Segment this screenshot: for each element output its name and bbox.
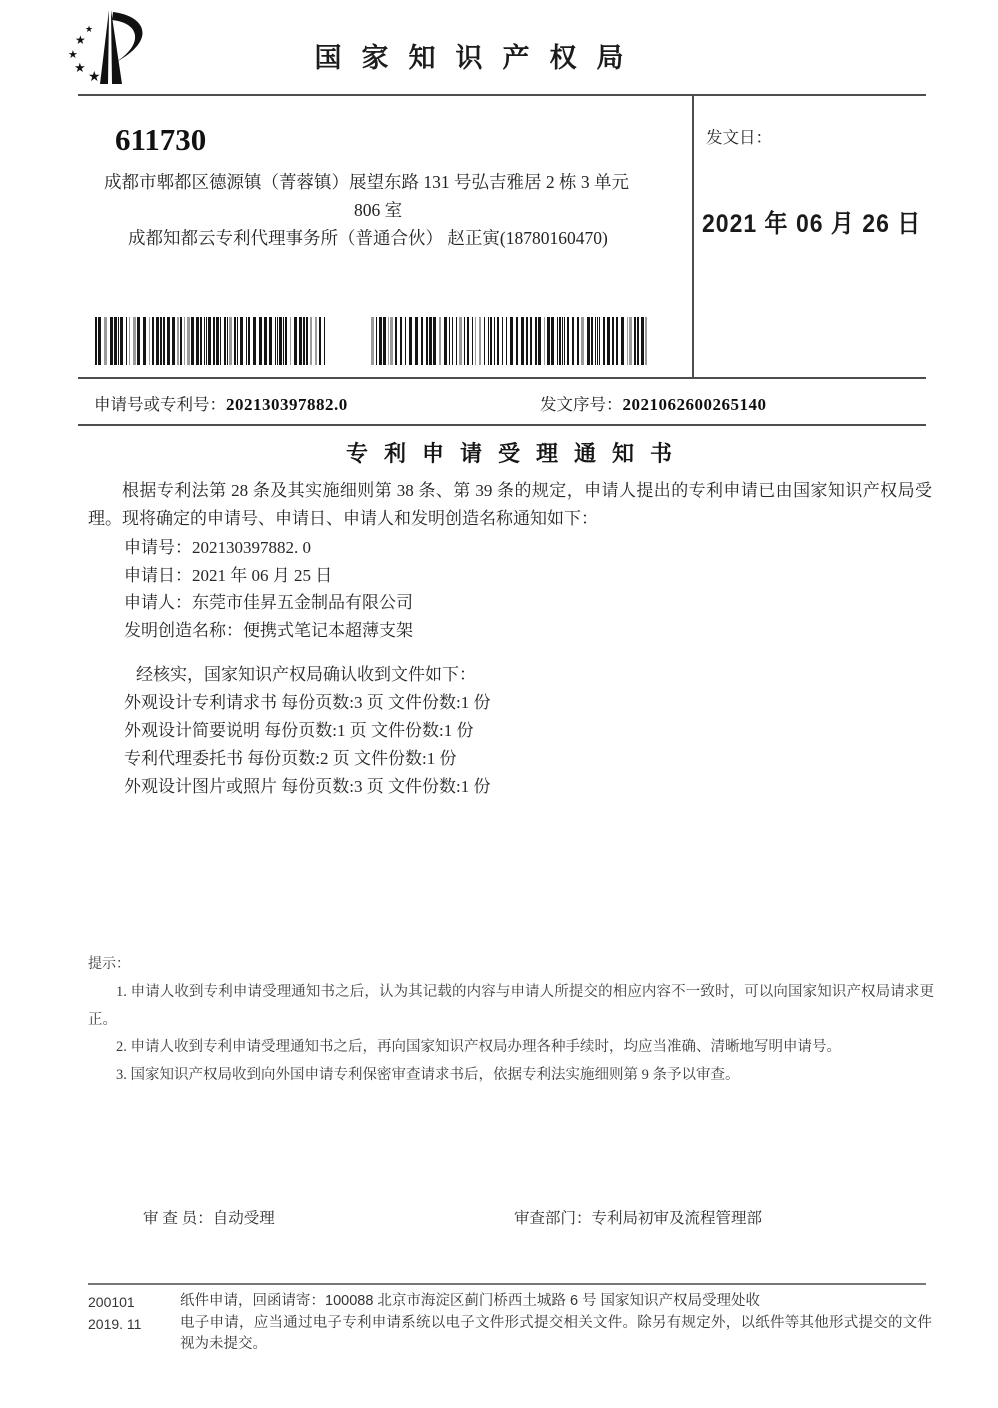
application-number-label: 申请号或专利号： [94, 395, 226, 414]
issue-date-value: 2021 年 06 月 26 日 [702, 209, 922, 238]
department-label: 审查部门： [514, 1210, 592, 1227]
postal-code: 611730 [115, 122, 207, 157]
form-date: 2019. 11 [88, 1316, 142, 1332]
application-details-list [124, 534, 413, 644]
serial-number-label: 发文序号： [540, 395, 623, 414]
svg-text:★: ★ [88, 69, 101, 85]
tip-item-1: 1. 申请人收到专利申请受理通知书之后，认为其记载的内容与申请人所提交的相应内容不一致时，可以向国家知识产权局请求更正。 [88, 984, 934, 1028]
header-divider [78, 94, 926, 96]
tip-item-2: 2. 申请人收到专利申请受理通知书之后，再向国家知识产权局办理各种手续时，均应当准确、清晰地写明申请号。 [116, 1039, 841, 1055]
barcode-divider [78, 377, 926, 379]
recipient-agent-line: 成都知都云专利代理事务所（普通合伙） 赵正寅(18780160470) [128, 228, 608, 248]
department-cell [514, 1206, 762, 1228]
detail-invention-title: 发明创造名称：便携式笔记本超薄支架 [124, 620, 413, 640]
received-documents-block [124, 661, 490, 801]
received-file-item: 外观设计专利请求书 每份页数:3 页 文件份数:1 份 [124, 693, 491, 712]
examiner-label: 审 查 员： [143, 1210, 213, 1227]
examiner-cell [143, 1206, 275, 1228]
svg-text:★: ★ [68, 48, 78, 61]
detail-filing-date: 申请日：2021 年 06 月 25 日 [124, 565, 333, 585]
footer-divider [88, 1283, 926, 1285]
notice-title: 专利申请受理通知书 [345, 441, 688, 466]
address-date-divider [692, 94, 694, 378]
form-code-block [88, 1291, 141, 1335]
barcode-right [371, 317, 649, 365]
serial-number-cell [540, 391, 767, 415]
examiner-value: 自动受理 [212, 1210, 275, 1227]
footer-instructions [180, 1291, 932, 1356]
recipient-block [88, 122, 688, 252]
received-file-item: 专利代理委托书 每份页数:2 页 文件份数:1 份 [124, 749, 457, 768]
barcode-left [95, 317, 327, 365]
tip-item-3: 3. 国家知识产权局收到向外国申请专利保密审查请求书后，依据专利法实施细则第 9 条予以审查。 [116, 1066, 740, 1083]
tips-label: 提示： [88, 957, 130, 972]
numbers-row-divider [78, 424, 926, 426]
application-number-cell [94, 391, 348, 415]
svg-text:★: ★ [75, 33, 86, 47]
footer-efiling-line: 电子申请，应当通过电子专利申请系统以电子文件形式提交相关文件。除另有规定外，以纸件等其他形式提交的文件视为未提交。 [180, 1314, 932, 1352]
notice-intro-paragraph: 根据专利法第 28 条及其实施细则第 38 条、第 39 条的规定，申请人提出的专利申请已由国家知识产权局受理。现将确定的申请号、申请日、申请人和发明创造名称通知如下： [88, 481, 932, 528]
received-documents-header: 经核实，国家知识产权局确认收到文件如下： [136, 665, 476, 684]
detail-application-number: 申请号：202130397882. 0 [124, 538, 311, 557]
recipient-address-line1: 成都市郫都区德源镇（菁蓉镇）展望东路 131 号弘吉雅居 2 栋 3 单元 [104, 172, 629, 192]
received-file-item: 外观设计简要说明 每份页数:1 页 文件份数:1 份 [124, 721, 474, 740]
svg-text:★: ★ [85, 25, 94, 35]
recipient-address-line2: 806 室 [353, 200, 403, 220]
svg-text:★: ★ [74, 61, 86, 76]
application-number-value: 202130397882.0 [226, 395, 348, 414]
department-value: 专利局初审及流程管理部 [591, 1210, 763, 1227]
footer-paper-filing-line: 纸件申请，回函请寄：100088 北京市海淀区蓟门桥西土城路 6 号 国家知识产权局受理处收 [180, 1293, 761, 1309]
received-file-item: 外观设计图片或照片 每份页数:3 页 文件份数:1 份 [124, 777, 491, 796]
issue-date-label: 发文日： [706, 128, 772, 147]
detail-applicant: 申请人：东莞市佳昇五金制品有限公司 [124, 593, 413, 612]
serial-number-value: 2021062600265140 [622, 395, 767, 414]
tips-section [88, 953, 934, 1089]
form-code: 200101 [88, 1294, 135, 1310]
agency-title: 国家知识产权局 [314, 43, 644, 73]
